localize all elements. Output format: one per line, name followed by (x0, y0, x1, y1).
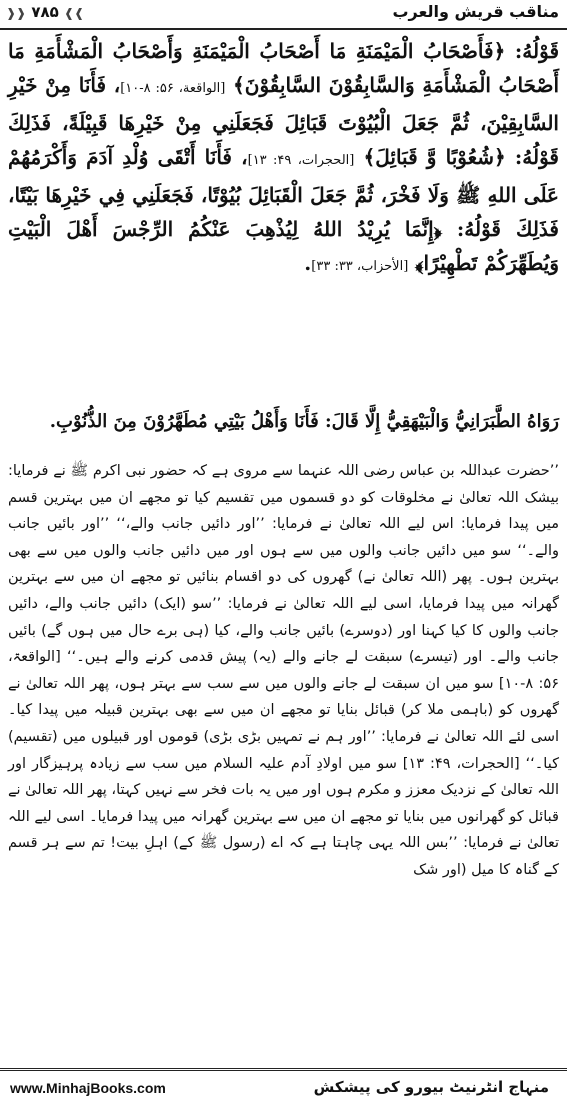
page-number-value: ۷۸۵ (31, 3, 59, 21)
page-header (0, 0, 567, 30)
footer-divider (0, 1068, 567, 1071)
ornament-left: ❰❰ (6, 6, 27, 20)
running-title: مناقب قریش والعرب (392, 2, 559, 21)
arabic-part-2: ، فَأَنَا مِنْ خَيْرِ السَّابِقِيْنَ، ثُمَّ جَعَلَ الْبُيُوْتَ قَبَائِلَ فَجَعَلَنِي مِنْ خَيْرِهَا قَبِيْلَةً، فَذَلِكَ قَوْلُهُ: ﴿شُعُوْبًا وَّ قَبَائِلَ﴾ (8, 73, 559, 169)
quran-reference-1: [الواقعة، ۵۶: ۸-۱۰] (120, 81, 226, 96)
narration-line: رَوَاهُ الطَّبَرَانِيُّ وَالْبَيْهَقِيُّ إِلَّا قَالَ: فَأَنَا وَأَهْلُ بَيْتِي مُطَهَّرُوْنَ مِنَ الذُّنُوْبِ. (49, 411, 559, 432)
urdu-translation: ’’حضرت عبداللہ بن عباس رضی اللہ عنہما سے مروی ہے کہ حضور نبی اکرم ﷺ نے فرمایا: بیشک اللہ تعالیٰ نے مخلوقات کو دو قسموں میں تقسیم کیا تو مجھے ان میں بہترین قسم میں پیدا فرمایا: اس لیے اللہ تعالیٰ نے فرمایا: ’’اور دائیں جانب والے،‘‘ ’’اور بائیں جانب والے۔‘‘ سو میں دائیں جانب والوں میں سے ہوں اور میں دائیں جانب والوں میں سے بھی بہترین ہوں۔ پھر (اللہ تعالیٰ نے) گھروں کی دو اقسام بنائیں تو مجھے ان میں سے بہترین گھرانہ میں پیدا فرمایا، اسی لیے اللہ تعالیٰ نے فرمایا: ’’سو (ایک) دائیں جانب والے، دائیں جانب والوں کا کیا کہنا اور (دوسرے) بائیں جانب والے، کیا (ہی برے حال میں ہوں گے) بائیں جانب والے۔ اور (تیسرے) سبقت لے جانے والے (یہ) پیش قدمی کرنے والے ہیں۔‘‘ [الواقعۃ، ۵۶: ۸-۱۰] سو میں ان سبقت لے جانے والوں میں سے سب سے بہتر ہوں، پھر اللہ تعالیٰ نے گھروں کو (باہمی ملا کر) قبائل بنایا تو مجھے ان میں سے بھی بہترین قبیلہ میں پیدا کیا۔ اسی لئے اللہ تعالیٰ نے فرمایا: ’’اور ہم نے تمہیں بڑی بڑی) قوموں اور قبیلوں میں (تقسیم) کیا۔‘‘ [الحجرات، ۴۹: ۱۳] سو میں اولادِ آدم علیہ السلام میں سب سے زیادہ پرہیزگار اور اللہ تعالیٰ کے نزدیک معزز و مکرم ہوں اور میں یہ بات فخر سے نہیں کہتا، پھر اللہ تعالیٰ نے قبائل کو گھرانوں میں بنایا تو مجھے ان میں سے بہترین گھرانہ میں پیدا فرمایا۔ اسی لیے اللہ تعالیٰ نے فرمایا: ’’بس اللہ یہی چاہتا ہے کہ اے (رسول ﷺ کے) اہلِ بیت! تم سے ہر قسم کے گناہ کا میل (اور شک (8, 463, 560, 878)
arabic-part-1: قَوْلُهُ: ﴿فَأَصْحَابُ الْمَيْمَنَةِ مَا أَصْحَابُ الْمَيْمَنَةِ وَأَصْحَابُ الْمَشْأَمَةِ مَا أَصْحَابُ الْمَشْأَمَةِ وَالسَّابِقُوْنَ السَّابِقُوْنَ﴾ (8, 39, 559, 97)
footer-url: www.MinhajBooks.com (10, 1080, 166, 1096)
arabic-part-3: ، فَأَنَا أَتْقَى وُلْدِ آدَمَ وَأَكْرَمُهُمْ عَلَى اللهِ ﷺ وَلَا فَخْرَ، ثُمَّ جَعَلَ الْقَبَائِلَ بُيُوْتًا، فَجَعَلَنِي فِي خَيْرِهَا بَيْتًا، فَذَلِكَ قَوْلُهُ: ﴿إِنَّمَا يُرِيْدُ اللهُ لِيُذْهِبَ عَنْكُمُ الرِّجْسَ أَهْلَ الْبَيْتِ وَيُطَهِّرَكُمْ تَطْهِيْرًا﴾ (8, 145, 559, 275)
page-number (6, 3, 84, 21)
arabic-hadith-text (8, 34, 559, 284)
quran-reference-3: [الأحزاب، ۳۳: ۳۳] (311, 259, 409, 274)
footer-credit: منہاج انٹرنیٹ بیورو کی پیشکش (313, 1078, 549, 1096)
ornament-right: ❱❱ (64, 6, 85, 20)
arabic-end: . (304, 251, 312, 275)
quran-reference-2: [الحجرات، ۴۹: ۱۳] (247, 153, 355, 168)
